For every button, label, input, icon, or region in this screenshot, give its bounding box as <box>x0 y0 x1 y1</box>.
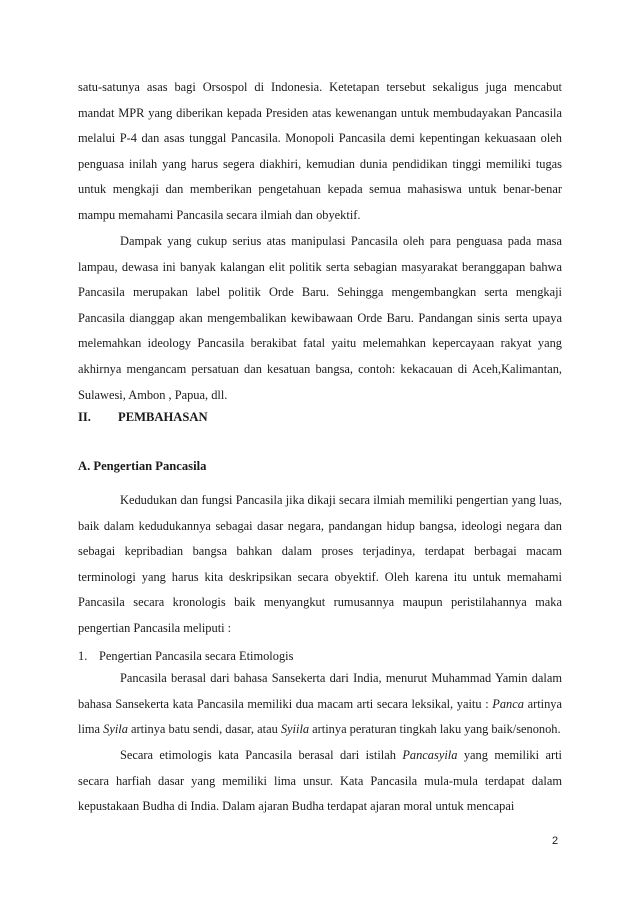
page-number: 2 <box>552 835 559 847</box>
paragraph-text: satu-satunya asas bagi Orsospol di Indonesia. Ketetapan tersebut sekaligus juga mencabut mandat MPR yang diberikan kepada Presiden atas kewenangan untuk membudayakan Pancasila melalui P-4 dan asas tunggal Pancasila. Monopoli Pancasila demi kepentingan kekuasaan oleh penguasa inilah yang harus segera diakhiri, kemudian dunia pendidikan tinggi memiliki tugas untuk mengkaji dan memberikan pengetahuan kepada semua mahasiswa untuk benar-benar mampu memahami Pancasila secara ilmiah dan obyektif. <box>78 80 562 222</box>
section-number: II. <box>78 410 91 424</box>
list-item-title: Pengertian Pancasila secara Etimologis <box>99 649 294 663</box>
paragraph-text: Kedudukan dan fungsi Pancasila jika dikaji secara ilmiah memiliki pengertian yang luas, baik dalam kedudukannya sebagai dasar negara, pandangan hidup bangsa, ideologi negara dan sebagai kepribadian bangsa bahkan dalam proses terjadinya, terdapat berbagai macam terminologi yang harus kita deskripsikan secara obyektif. Oleh karena itu untuk memahami Pancasila secara kronologis baik menyangkut rumusannya maupun peristilahannya maka pengertian Pancasila meliputi : <box>78 493 562 635</box>
section-title: PEMBAHASAN <box>118 410 208 424</box>
paragraph-sansekerta <box>78 666 562 743</box>
list-item-etimologis <box>78 649 293 664</box>
text-run: Secara etimologis kata Pancasila berasal dari istilah <box>120 748 403 762</box>
paragraph-etimologis <box>78 743 562 820</box>
paragraph-text <box>78 666 562 743</box>
text-run: artinya lima <box>78 696 562 737</box>
text-run: Pancasila berasal dari bahasa Sansekerta dari India, menurut Muhammad Yamin dalam bahasa Sansekerta kata Pancasila memiliki dua macam arti secara leksikal, yaitu : <box>78 671 562 711</box>
text-run: artinya batu sendi, dasar, atau <box>127 722 281 737</box>
subsection-heading: A. Pengertian Pancasila <box>78 459 207 473</box>
paragraph-text: Dampak yang cukup serius atas manipulasi Pancasila oleh para penguasa pada masa lampau, dewasa ini banyak kalangan elit politik serta sebagian masyarakat beranggapan bahwa Pancasila merupakan label politik Orde Baru. Sehingga mengembangkan serta mengkaji Pancasila dianggap akan mengembalikan kewibawaan Orde Baru. Pandangan sinis serta upaya melemahkan ideology Pancasila berakibat fatal yaitu melemahkan kepercayaan rakyat yang akhirnya mengancam persatuan dan kesatuan bangsa, contoh: kekacauan di Aceh,Kalimantan, Sulawesi, Ambon , Papua, dll. <box>78 234 562 402</box>
section-heading-pembahasan <box>78 410 208 425</box>
paragraph-text <box>78 743 562 820</box>
paragraph-kedudukan <box>78 488 562 642</box>
term-panca: Panca <box>492 696 524 711</box>
text-run: yang memiliki arti secara harfiah dasar yang memiliki lima unsur. Kata Pancasila mula-mula terdapat dalam kepustakaan Budha di India. Dalam ajaran Budha terdapat ajaran moral untuk mencapai <box>78 748 563 814</box>
paragraph-dampak <box>78 229 562 408</box>
term-pancasyila: Pancasyila <box>402 748 458 762</box>
term-syila: Syila <box>103 722 128 737</box>
term-syiila: Syiila <box>280 722 310 737</box>
text-run: artinya peraturan tingkah laku yang baik/senonoh. <box>309 722 561 737</box>
paragraph-orsospol <box>78 75 562 229</box>
list-item-number: 1. <box>78 649 88 663</box>
